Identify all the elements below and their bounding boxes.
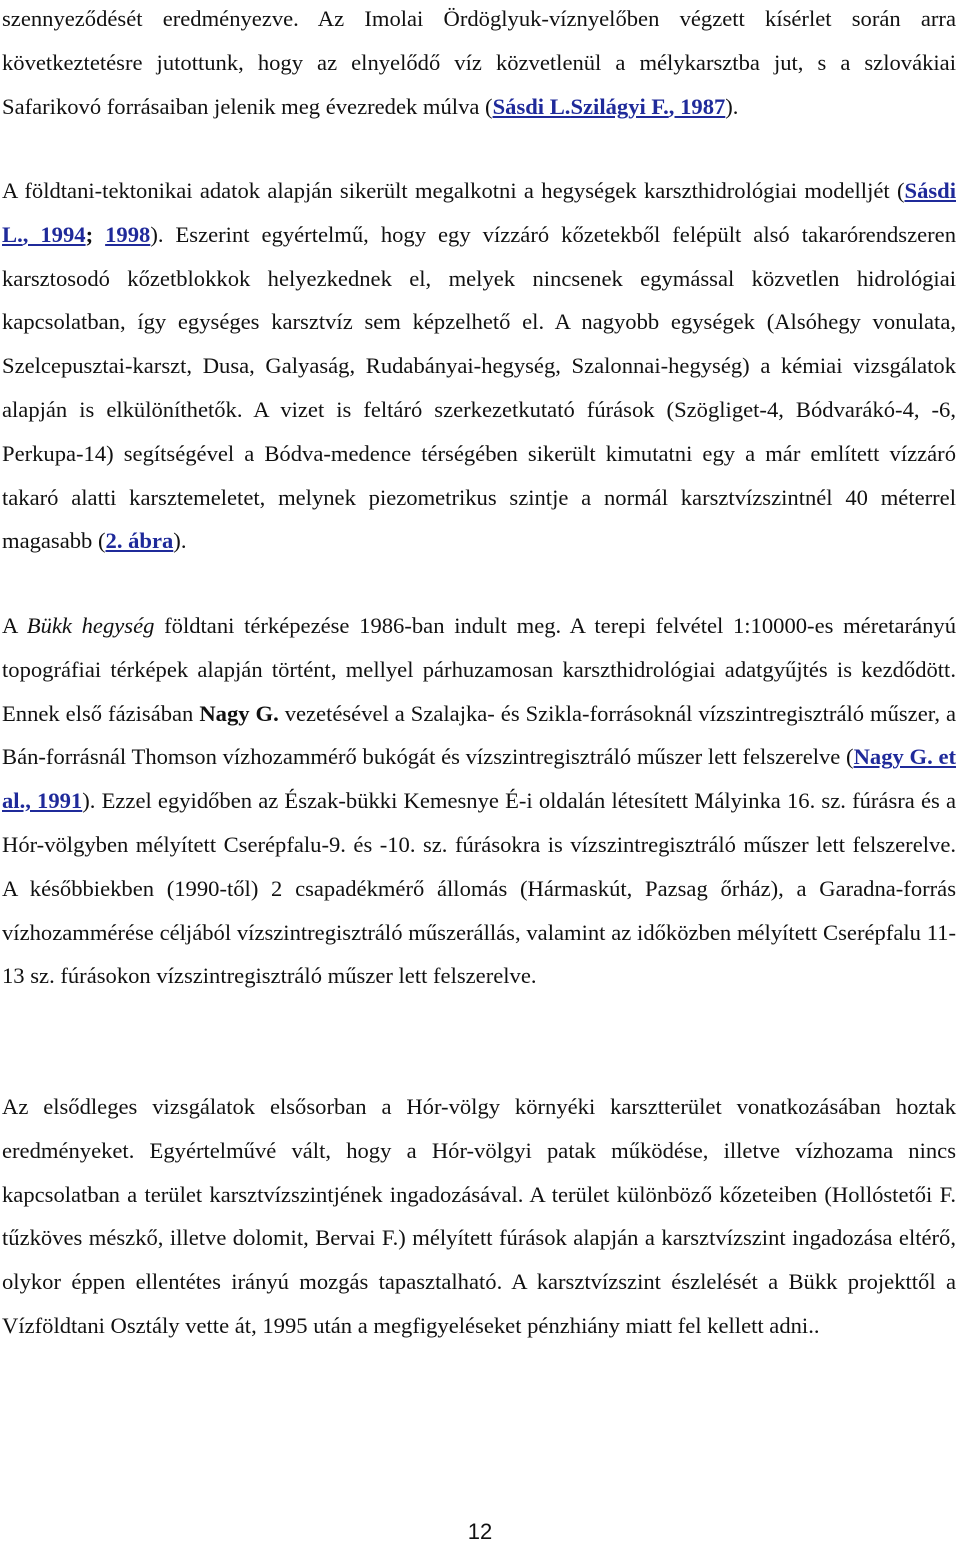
paragraph-hor-valley-results (2, 1085, 956, 1348)
figure-link-2-abra[interactable]: 2. ábra (105, 528, 174, 554)
citation-link-szilagyi[interactable]: Szilágyi F. (570, 93, 669, 119)
paragraph-text: vezetésével a Szalajka- és Szikla-forrásoknál vízszintregisztráló műszer, a Bán-forrásnál Thomson vízhozammérő bukógát és vízszintregisztráló műszer lett felszerelve ( (2, 700, 956, 770)
paragraph-text: A földtani-tektonikai adatok alapján sikerült megalkotni a hegységek karszthidrológiai modelljét ( (2, 178, 905, 203)
paragraph-karst-hydrology-model (2, 169, 956, 563)
paragraph-text: ). Eszerint egyértelmű, hogy egy vízzáró kőzetekből felépült alsó takarórendszeren karsztosodó kőzetblokkok helyezkednek el, melyek nincsenek egymással közvetlen hidrológiai kapcsolatban, így egységes karsztvíz sem képzelhető el. A nagyobb egységek (Alsóhegy vonulata, Szelcepusztai-karszt, Dusa, Galyaság, Rudabányai-hegység, Szalonnai-hegység) a kémiai vizsgálatok alapján is elkülöníthetők. A vizet is feltáró szerkezetkutató fúrások (Szögliget-4, Bódvarákó-4, -6, Perkupa-14) segítségével a Bódva-medence térségében sikerült kimutatni egy a már említett vízzáró takaró alatti karsztemeletet, melynek piezometrikus szintje a normál karsztvízszintnél 40 méterrel magasabb ( (2, 221, 957, 554)
citation-link-sasdi[interactable]: Sásdi L. (492, 93, 571, 119)
bold-name-nagy-g: Nagy G. (199, 700, 279, 726)
paragraph-text: Az elsődleges vizsgálatok elsősorban a Hór-völgy környéki karsztterület vonatkozásában hoztak eredményeket. Egyértelművé vált, hogy a Hór-völgyi patak működése, illetve vízhozama nincs kapcsolatban a terület karsztvízszintjének ingadozásával. A terület különböző kőzeteiben (Hollóstetői F. tűzköves mészkő, illetve dolomit, Bervai F.) mélyített fúrások alapján a karsztvízszint ingadozása eltérő, olykor éppen ellentétes irányú mozgás tapasztalható. A karsztvízszint észlelését a Bükk projekttől a Vízföldtani Osztály vette át, 1995 után a megfigyeléseket pénzhiány miatt fel kellett adni.. (2, 1094, 956, 1338)
italic-term-bukk-hegyseg: Bükk hegység (26, 613, 155, 638)
paragraph-text: ). (725, 93, 739, 119)
paragraph-text: ). Ezzel egyidőben az Észak-bükki Kemesnye É-i oldalán létesített Mályinka 16. sz. fúrásra és a Hór-völgyben mélyített Cserépfalu-9. és -10. sz. fúrásokra is vízszintregisztráló műszer lett felszerelve. A későbbiekben (1990-től) 2 csapadékmérő állomás (Hármaskút, Pazsag őrház), a Garadna-forrás vízhozammérése céljából vízszintregisztráló műszerállás, valamint az időközben mélyített Cserépfalu 11-13 sz. fúrásokon vízszintregisztráló műszer lett felszerelve. (2, 788, 956, 989)
paragraph-text: földtani térképezése 1986-ban indult meg. A terepi felvétel 1:10000-es méretarányú topográfiai térképek alapján történt, mellyel párhuzamosan karszthidrológiai adatgyűjtés is kezdődött. Ennek első fázisában (2, 613, 956, 726)
citation-link-year-1987[interactable]: , 1987 (668, 93, 726, 119)
citation-link-year-1998[interactable]: 1998 (105, 221, 151, 247)
citation-link-nagy-1991[interactable]: Nagy G. et al., 1991 (2, 744, 956, 814)
paragraph-text: szennyeződését eredményezve. Az Imolai Ördöglyuk-víznyelőben végzett kísérlet során arra következtetésre jutottunk, hogy az elnyelődő víz közvetlenül a mélykarsztba jut, s a szlovákiai Safarikovó forrásaiban jelenik meg évezredek múlva ( (2, 6, 956, 119)
paragraph-imolai-experiment (2, 0, 956, 128)
citation-link-sasdi[interactable]: Sásdi L. (2, 178, 956, 247)
paragraph-text: ). (173, 528, 187, 554)
page-number: 12 (467, 1519, 493, 1544)
citation-separator: ; (85, 221, 106, 247)
paragraph-text: A (2, 613, 27, 638)
citation-link-year-1994[interactable]: , 1994 (22, 221, 86, 247)
paragraph-bukk-mapping (2, 604, 956, 998)
